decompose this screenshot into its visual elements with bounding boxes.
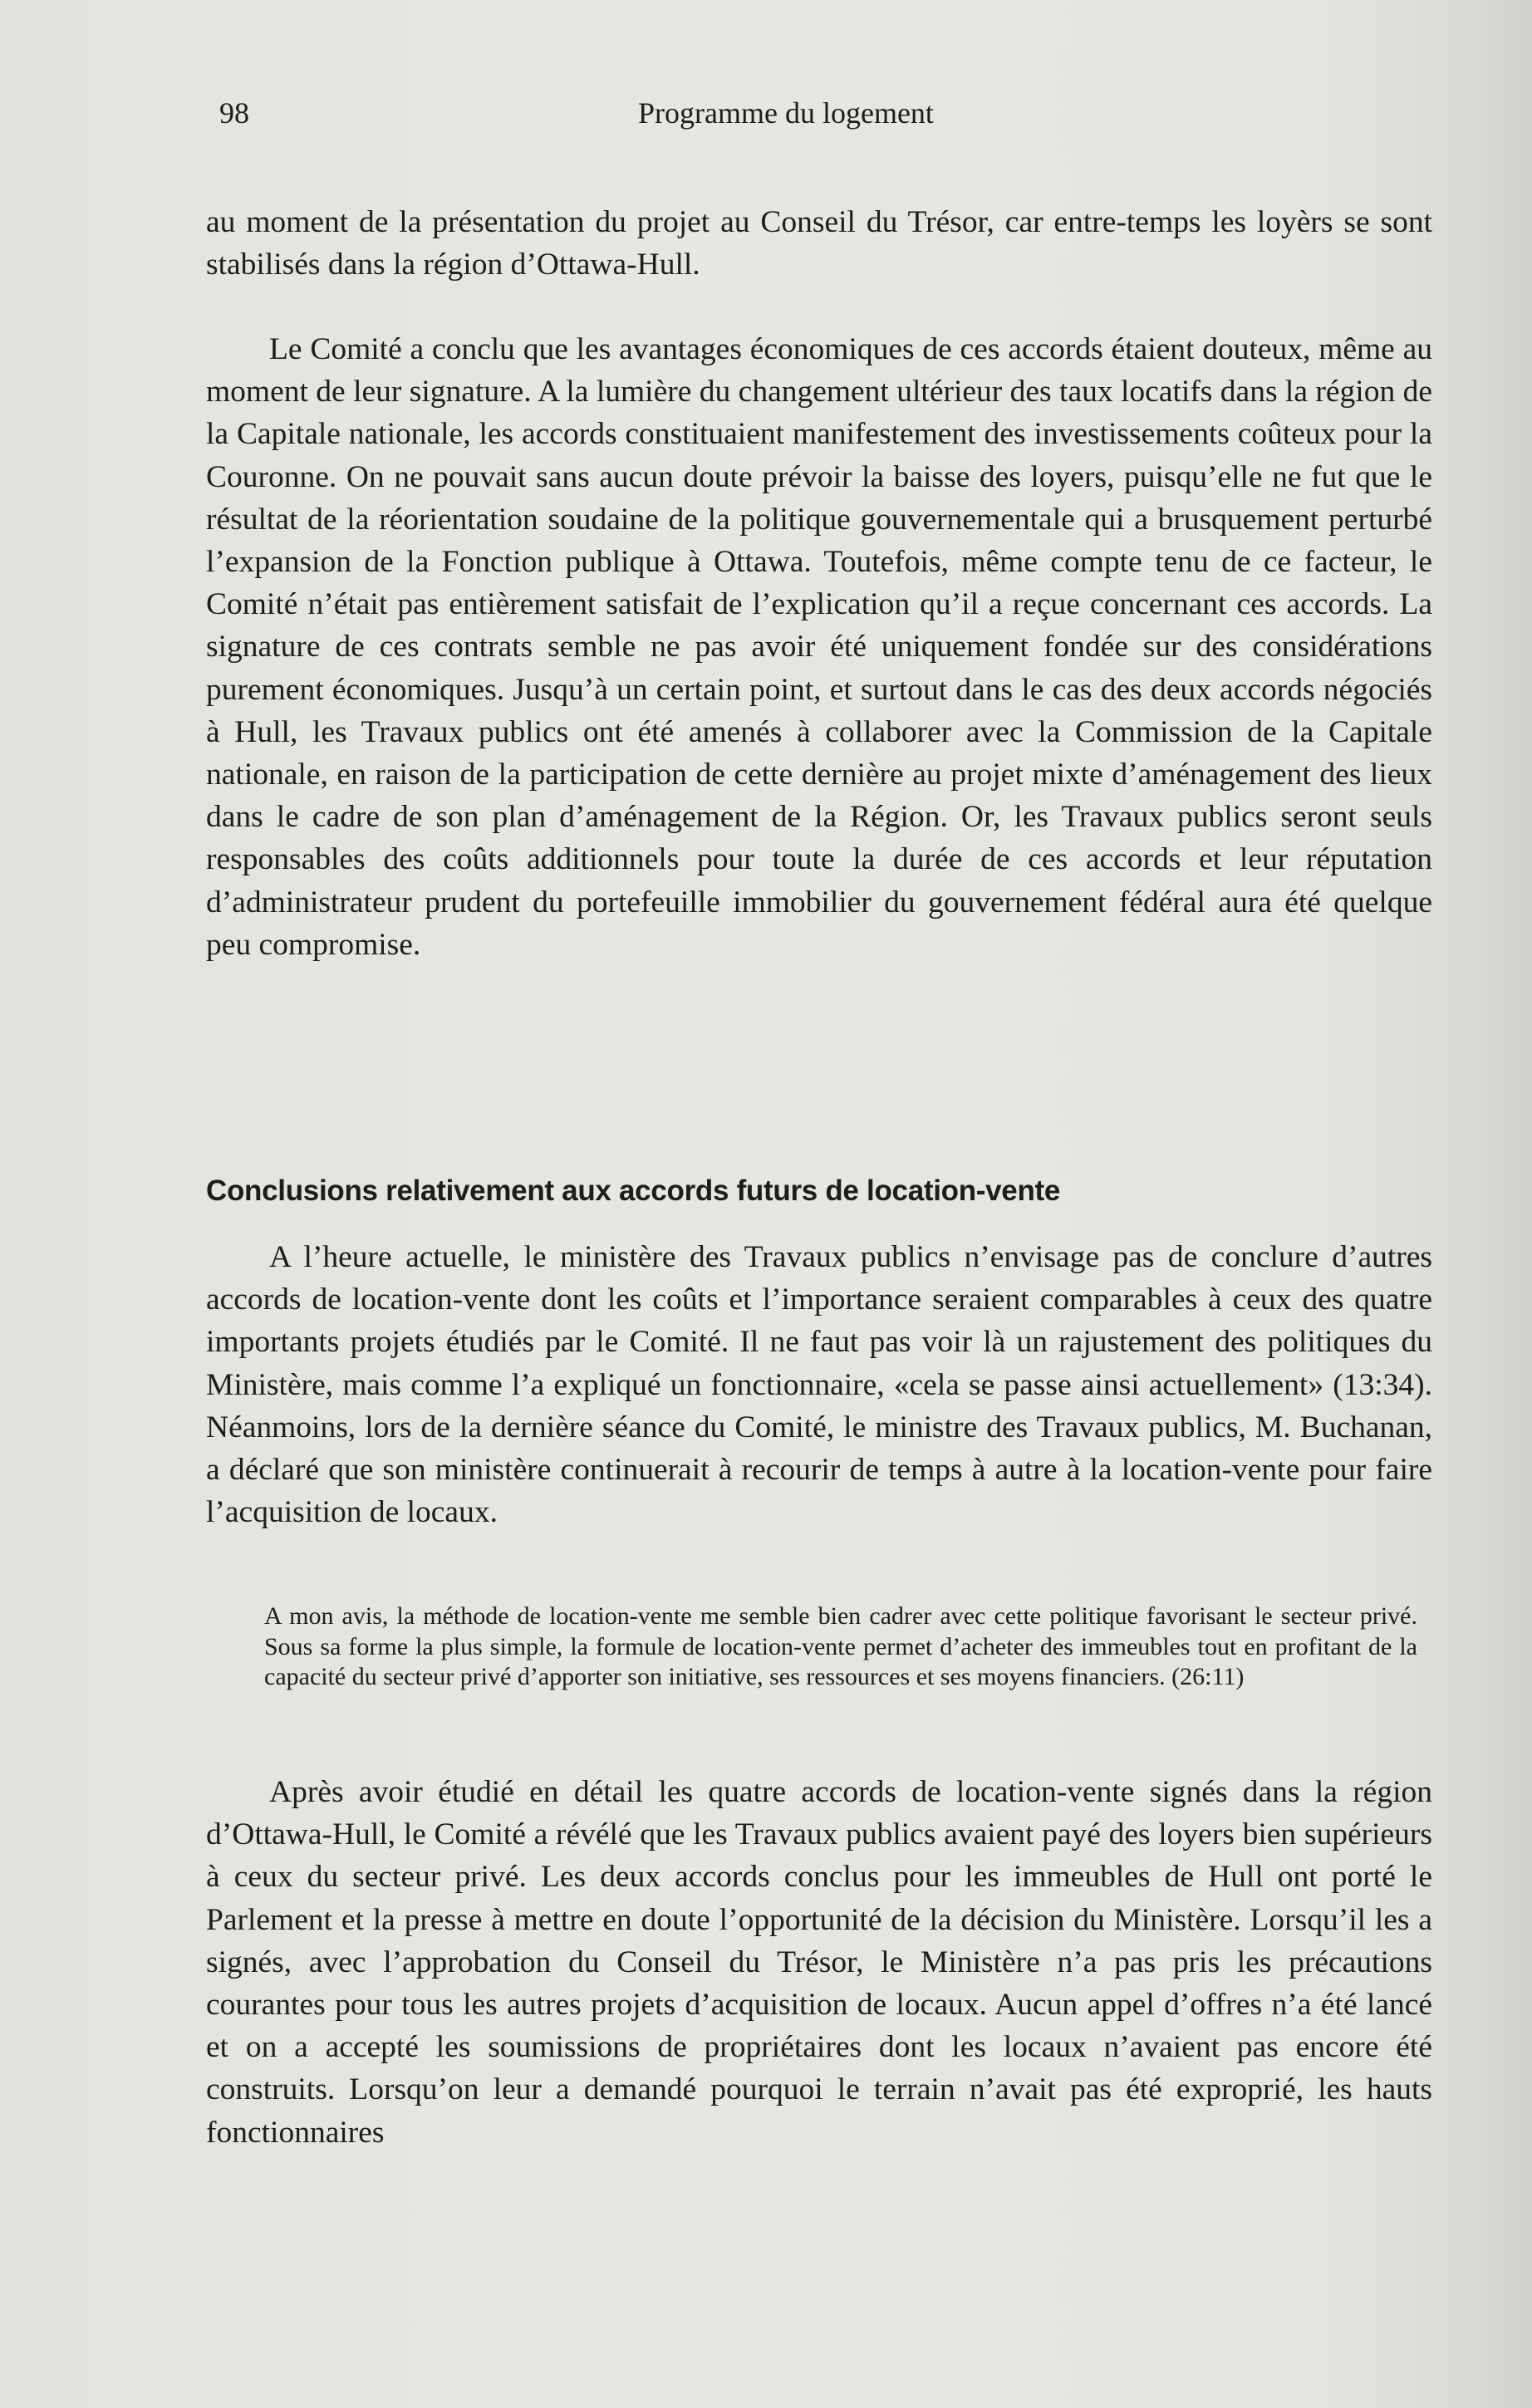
running-head: Programme du logement xyxy=(638,96,934,130)
paragraph-conclusion-block xyxy=(206,328,1432,966)
section-heading: Conclusions relativement aux accords futurs de location-vente xyxy=(206,1175,1061,1207)
paragraph-2: Le Comité a conclu que les avantages économiques de ces accords étaient douteux, même au moment de leur signature. A la lumière du changement ultérieur des taux locatifs dans la région de la Capitale nationale, les accords constituaient manifestement des investissements coûteux pour la Couronne. On ne pouvait sans aucun doute prévoir la baisse des loyers, puisqu’elle ne fut que le résultat de la réorientation soudaine de la politique gouvernementale qui a brusquement perturbé l’expansion de la Fonction publique à Ottawa. Toutefois, même compte tenu de ce facteur, le Comité n’était pas entièrement satisfait de l’explication qu’il a reçue concernant ces accords. La signature de ces contrats semble ne pas avoir été uniquement fondée sur des considérations purement économiques. Jusqu’à un certain point, et surtout dans le cas des deux accords négociés à Hull, les Travaux publics ont été amenés à collaborer avec la Commission de la Capitale nationale, en raison de la participation de cette dernière au projet mixte d’aménagement des lieux dans le cadre de son plan d’aménagement de la Région. Or, les Travaux publics seront seuls responsables des coûts additionnels pour toute la durée de ces accords et leur réputation d’administrateur prudent du portefeuille immobilier du gouvernement fédéral aura été quelque peu compromise. xyxy=(206,332,1432,962)
paragraph-study-block xyxy=(206,1771,1432,2154)
paragraph-4: Après avoir étudié en détail les quatre accords de location-vente signés dans la région d’Ottawa-Hull, le Comité a révélé que les Travaux publics avaient payé des loyers bien supérieurs à ceux du secteur privé. Les deux accords conclus pour les immeubles de Hull ont porté le Parlement et la presse à mettre en doute l’opportunité de la décision du Ministère. Lorsqu’il les a signés, avec l’approbation du Conseil du Trésor, le Ministère n’a pas pris les précautions courantes pour tous les autres projets d’acquisition de locaux. Aucun appel d’offres n’a été lancé et on a accepté les soumissions de propriétaires dont les locaux n’avaient pas encore été construits. Lorsqu’on leur a demandé pourquoi le terrain n’avait pas été exproprié, les hauts fonctionnaires xyxy=(206,1775,1432,2150)
paragraph-1: au moment de la présentation du projet au Conseil du Trésor, car entre-temps les loyèrs se sont stabilisés dans la région d’Ottawa-Hull. xyxy=(206,205,1432,282)
paragraph-continuation xyxy=(206,201,1432,286)
minister-quote: A mon avis, la méthode de location-vente me semble bien cadrer avec cette politique favorisant le secteur privé. Sous sa forme la plus simple, la formule de location-vente permet d’acheter des immeubles tout en profitant de la capacité du secteur privé d’apporter son initiative, ses ressources et ses moyens financiers. (26:11) xyxy=(264,1602,1417,1690)
paragraph-future-block xyxy=(206,1236,1432,1533)
page-number: 98 xyxy=(219,96,249,130)
paragraph-3: A l’heure actuelle, le ministère des Travaux publics n’envisage pas de conclure d’autres accords de location-vente dont les coûts et l’importance seraient comparables à ceux des quatre importants projets étudiés par le Comité. Il ne faut pas voir là un rajustement des politiques du Ministère, mais comme l’a expliqué un fonctionnaire, «cela se passe ainsi actuellement» (13:34). Néanmoins, lors de la dernière séance du Comité, le ministre des Travaux publics, M. Buchanan, a déclaré que son ministère continuerait à recourir de temps à autre à la location-vente pour faire l’acquisition de locaux. xyxy=(206,1240,1432,1530)
